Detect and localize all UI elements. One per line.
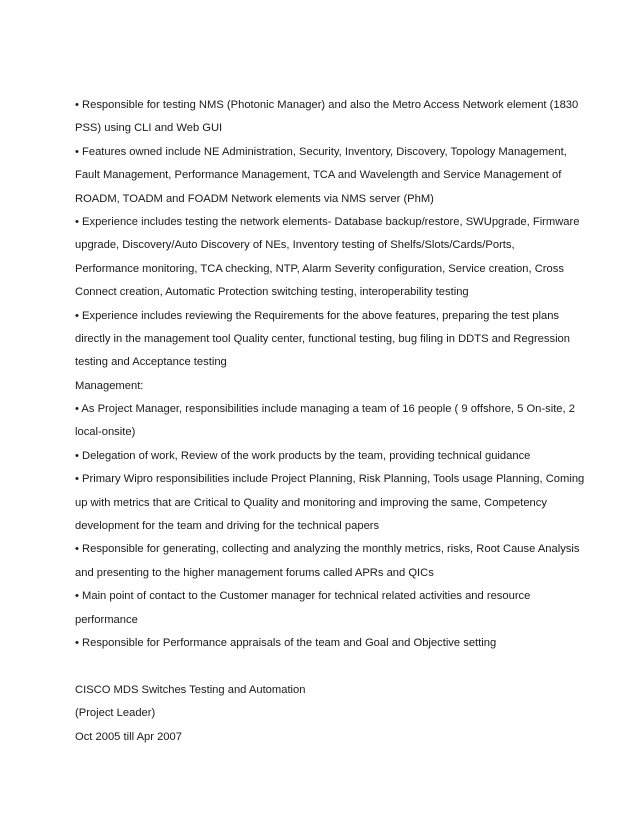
- text-line: • Experience includes testing the network elements- Database backup/restore, SWUpgrade, Firmware: [75, 215, 580, 228]
- text-line: • Experience includes reviewing the Requirements for the above features, preparing the test plans: [75, 309, 560, 322]
- text-line: Performance monitoring, TCA checking, NTP, Alarm Severity configuration, Service creation, Cross: [75, 262, 564, 275]
- project-title: CISCO MDS Switches Testing and Automation: [75, 683, 306, 696]
- text-line: PSS) using CLI and Web GUI: [75, 122, 223, 135]
- text-line: • As Project Manager, responsibilities include managing a team of 16 people ( 9 offshore, 5 On-site, 2: [75, 403, 575, 416]
- project-dates: Oct 2005 till Apr 2007: [75, 730, 182, 743]
- text-line: performance: [75, 613, 138, 626]
- text-line: local-onsite): [75, 426, 136, 439]
- text-line: • Delegation of work, Review of the work products by the team, providing technical guidance: [75, 449, 531, 462]
- text-line: development for the team and driving for the technical papers: [75, 520, 380, 533]
- project-role: (Project Leader): [75, 707, 156, 720]
- text-line: • Main point of contact to the Customer manager for technical related activities and resource: [75, 590, 531, 603]
- text-line: Fault Management, Performance Management, TCA and Wavelength and Service Management of: [75, 169, 562, 182]
- text-line: ROADM, TOADM and FOADM Network elements via NMS server (PhM): [75, 192, 434, 205]
- document-body: [75, 94, 585, 749]
- text-line: directly in the management tool Quality center, functional testing, bug filing in DDTS and Regression: [75, 332, 571, 345]
- text-line: testing and Acceptance testing: [75, 356, 227, 369]
- text-line: • Features owned include NE Administration, Security, Inventory, Discovery, Topology Management,: [75, 145, 567, 158]
- text-line: • Responsible for Performance appraisals of the team and Goal and Objective setting: [75, 636, 497, 649]
- text-line: Connect creation, Automatic Protection switching testing, interoperability testing: [75, 286, 469, 299]
- section-heading-management: Management:: [75, 379, 144, 392]
- project-header: [75, 679, 565, 749]
- text-line: and presenting to the higher management forums called APRs and QICs: [75, 566, 434, 579]
- text-line: • Primary Wipro responsibilities include Project Planning, Risk Planning, Tools usage Planning, Coming: [75, 473, 585, 486]
- text-line: • Responsible for generating, collecting and analyzing the monthly metrics, risks, Root Cause Analysis: [75, 543, 580, 556]
- text-line: • Responsible for testing NMS (Photonic Manager) and also the Metro Access Network element (1830: [75, 99, 579, 111]
- text-line: upgrade, Discovery/Auto Discovery of NEs, Inventory testing of Shelfs/Slots/Cards/Ports,: [75, 239, 515, 252]
- text-line: up with metrics that are Critical to Quality and monitoring and improving the same, Competency: [75, 496, 547, 509]
- paragraph-gap: [75, 655, 565, 678]
- experience-details: [75, 94, 585, 655]
